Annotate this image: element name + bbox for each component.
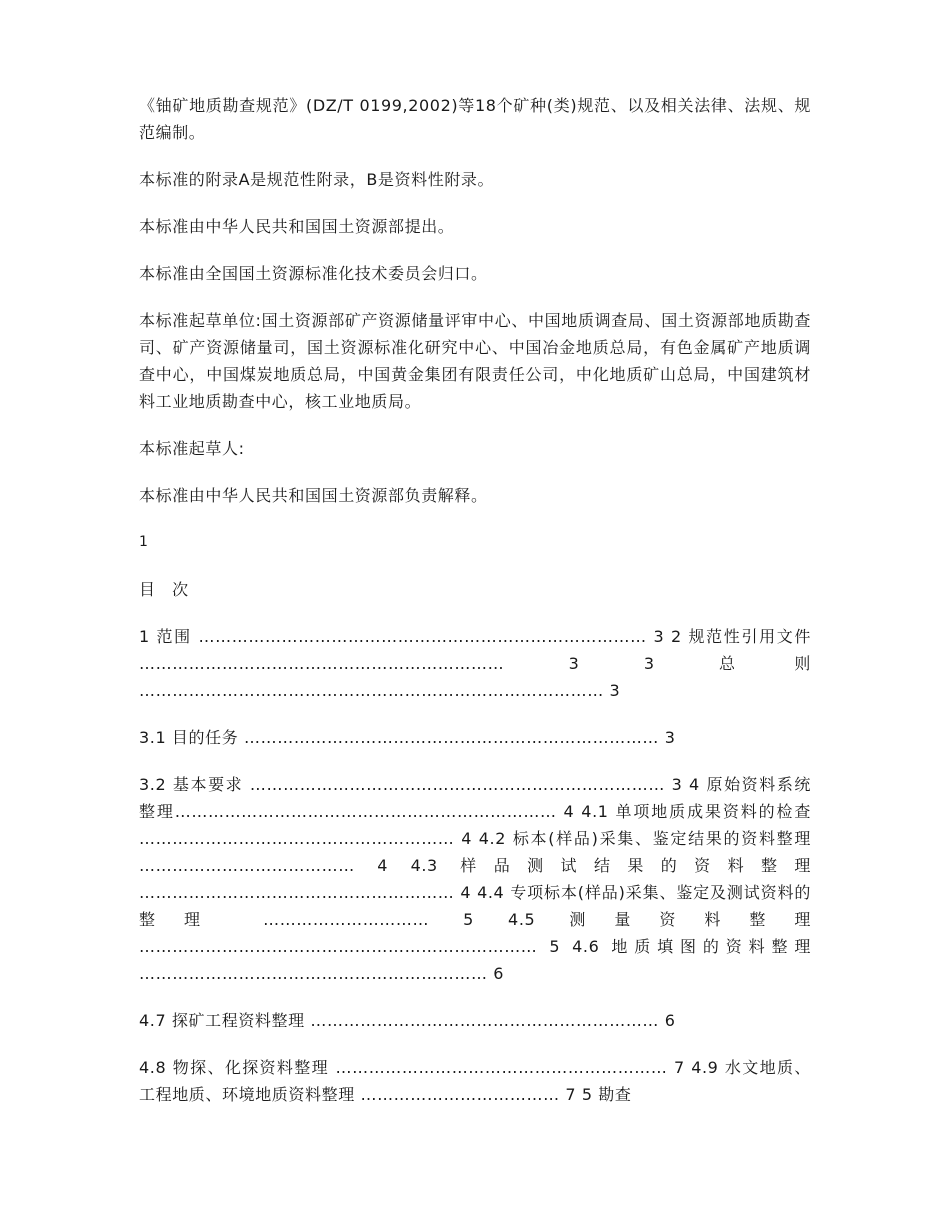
document-page xyxy=(139,92,811,1128)
page-number: 1 xyxy=(139,534,148,550)
intro-paragraph-3: 本标准由中华人民共和国国土资源部提出。 xyxy=(139,217,455,236)
drafters-paragraph: 本标准起草人: xyxy=(139,439,245,458)
intro-paragraph-1: 《铀矿地质勘查规范》(DZ/T 0199,2002)等18个矿种(类)规范、以及相关法律、法规、规范编制。 xyxy=(139,96,811,142)
intro-paragraph-2: 本标准的附录A是规范性附录，B是资料性附录。 xyxy=(139,170,495,189)
intro-paragraph-4: 本标准由全国国土资源标准化技术委员会归口。 xyxy=(139,264,488,283)
toc-block-4: 4.7 探矿工程资料整理 ……………………………………………………… 6 xyxy=(139,1011,676,1030)
toc-heading: 目 次 xyxy=(139,580,195,599)
interpretation-paragraph: 本标准由中华人民共和国国土资源部负责解释。 xyxy=(139,486,488,505)
drafting-units-paragraph: 本标准起草单位:国土资源部矿产资源储量评审中心、中国地质调查局、国土资源部地质勘查司、矿产资源储量司，国土资源标准化研究中心、中国冶金地质总局，有色金属矿产地质调查中心，中国煤炭地质总局，中国黄金集团有限责任公司，中化地质矿山总局，中国建筑材料工业地质勘查中心，核工业地质局。 xyxy=(139,311,811,411)
toc-block-5: 4.8 物探、化探资料整理 …………………………………………………… 7 4.9 水文地质、工程地质、环境地质资料整理 ……………………………… 7 5 勘查 xyxy=(139,1058,811,1104)
toc-block-3: 3.2 基本要求 ………………………………………………………………… 3 4 原始资料系统整理…………………………………………………………… 4 4.1 单项地质成果资料的检查 ………………………………………………… 4 4.2 标本(样品)采集、鉴定结果的资料整理 ………………………………… 4 4.3 样品测试结果的资料整理 ………………………………………………… 4 4.4 专项标本(样品)采集、鉴定及测试资料的整理 ………………………… 5 4.5 测量资料整理 ……………………………………………………………… 5 4.6 地质填图的资料整理 ……………………………………………………… 6 xyxy=(139,775,811,983)
toc-block-2: 3.1 目的任务 ………………………………………………………………… 3 xyxy=(139,728,676,747)
toc-block-1: 1 范围 ……………………………………………………………………… 3 2 规范性引用文件 ………………………………………………………… 3 3 总则 ………………………………………………………………………… 3 xyxy=(139,627,811,700)
